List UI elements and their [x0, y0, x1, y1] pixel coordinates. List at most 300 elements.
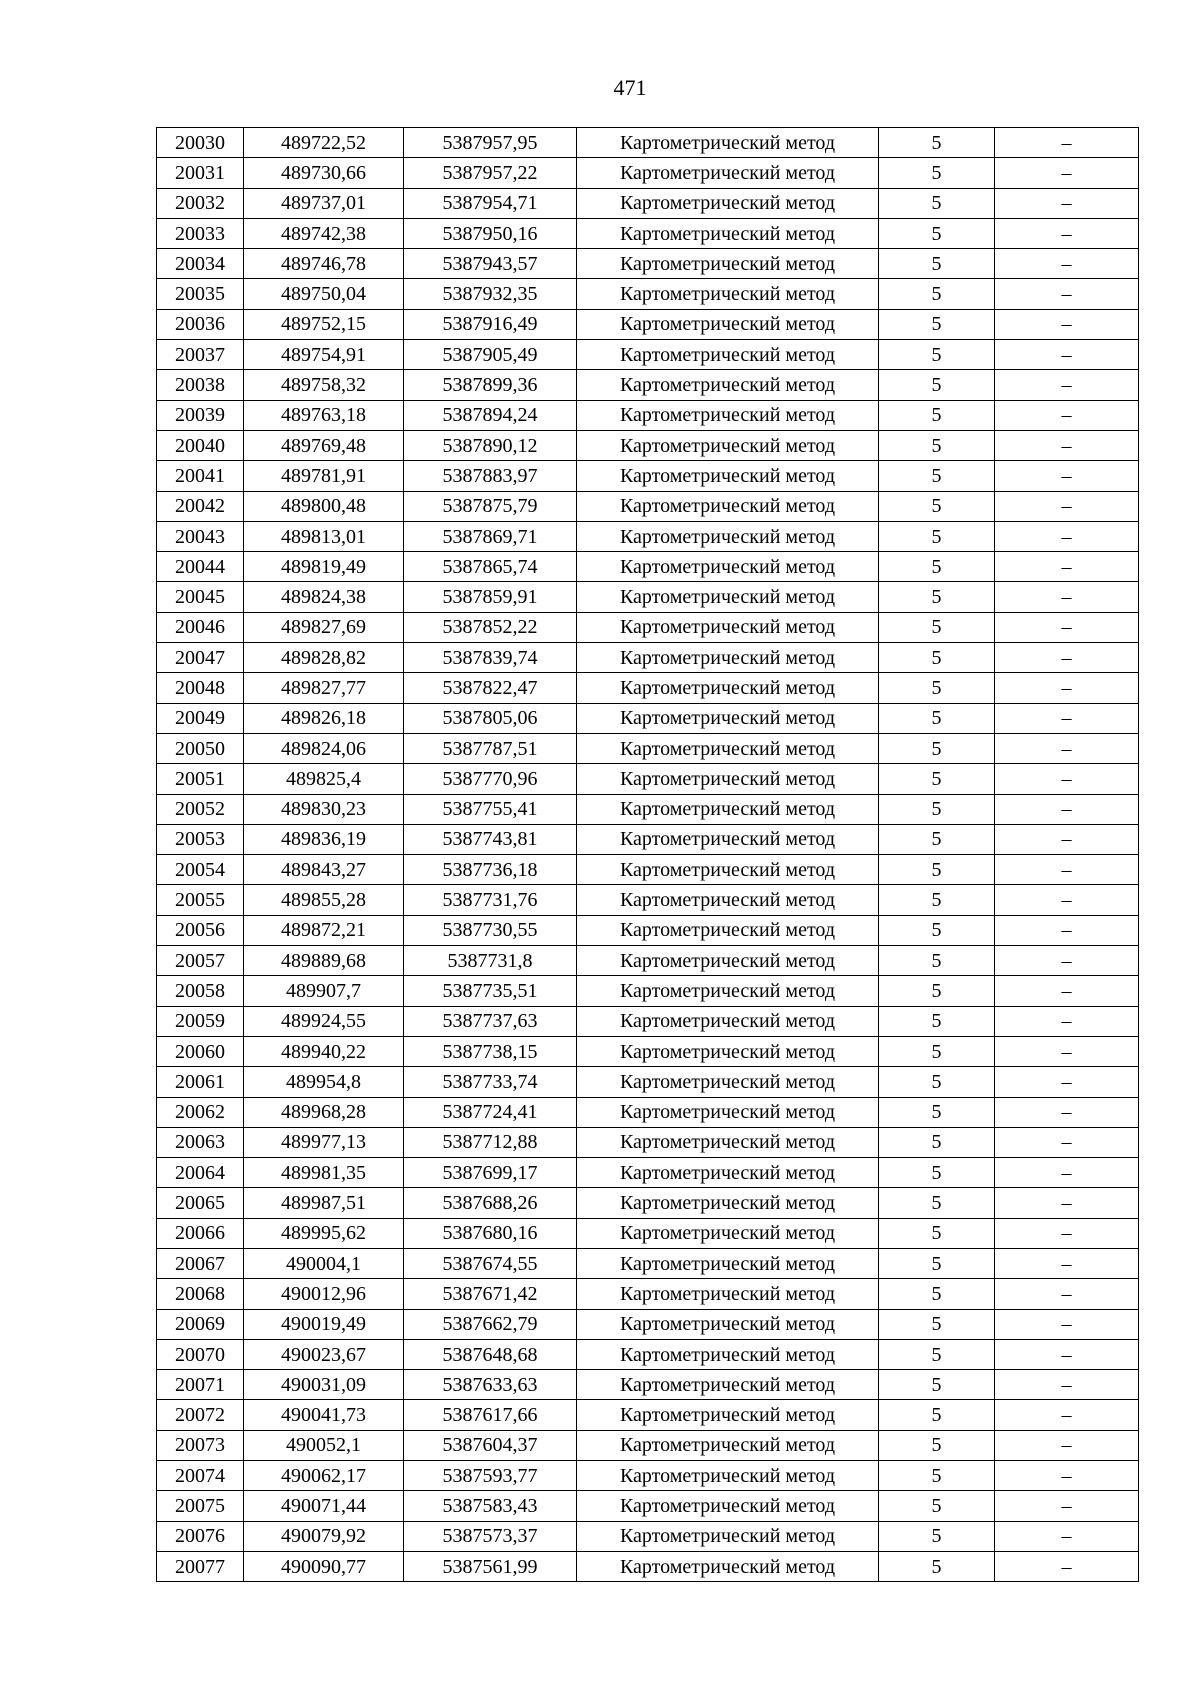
- point-number-cell: 20047: [157, 643, 244, 673]
- point-number-cell: 20037: [157, 340, 244, 370]
- x-coordinate-cell: 490062,17: [244, 1461, 404, 1491]
- accuracy-cell: 5: [879, 1097, 995, 1127]
- accuracy-cell: 5: [879, 1521, 995, 1551]
- method-cell: Картометрический метод: [577, 855, 879, 885]
- method-cell: Картометрический метод: [577, 976, 879, 1006]
- x-coordinate-cell: 489855,28: [244, 885, 404, 915]
- y-coordinate-cell: 5387674,55: [404, 1248, 577, 1278]
- point-number-cell: 20053: [157, 824, 244, 854]
- y-coordinate-cell: 5387894,24: [404, 400, 577, 430]
- description-cell: –: [995, 855, 1139, 885]
- coordinates-table-body: [157, 128, 1139, 1582]
- accuracy-cell: 5: [879, 673, 995, 703]
- table-row: [157, 1521, 1139, 1551]
- y-coordinate-cell: 5387633,63: [404, 1370, 577, 1400]
- method-cell: Картометрический метод: [577, 1158, 879, 1188]
- accuracy-cell: 5: [879, 1309, 995, 1339]
- x-coordinate-cell: 489824,38: [244, 582, 404, 612]
- method-cell: Картометрический метод: [577, 1279, 879, 1309]
- table-row: [157, 733, 1139, 763]
- accuracy-cell: 5: [879, 1551, 995, 1581]
- point-number-cell: 20031: [157, 158, 244, 188]
- point-number-cell: 20065: [157, 1188, 244, 1218]
- table-row: [157, 1036, 1139, 1066]
- description-cell: –: [995, 1036, 1139, 1066]
- table-row: [157, 1006, 1139, 1036]
- description-cell: –: [995, 491, 1139, 521]
- point-number-cell: 20072: [157, 1400, 244, 1430]
- x-coordinate-cell: 490041,73: [244, 1400, 404, 1430]
- point-number-cell: 20036: [157, 309, 244, 339]
- point-number-cell: 20048: [157, 673, 244, 703]
- table-row: [157, 400, 1139, 430]
- x-coordinate-cell: 490004,1: [244, 1248, 404, 1278]
- method-cell: Картометрический метод: [577, 1248, 879, 1278]
- x-coordinate-cell: 489825,4: [244, 764, 404, 794]
- table-row: [157, 1491, 1139, 1521]
- method-cell: Картометрический метод: [577, 612, 879, 642]
- table-row: [157, 976, 1139, 1006]
- point-number-cell: 20074: [157, 1461, 244, 1491]
- x-coordinate-cell: 489995,62: [244, 1218, 404, 1248]
- accuracy-cell: 5: [879, 946, 995, 976]
- x-coordinate-cell: 489907,7: [244, 976, 404, 1006]
- accuracy-cell: 5: [879, 1006, 995, 1036]
- point-number-cell: 20057: [157, 946, 244, 976]
- x-coordinate-cell: 489824,06: [244, 733, 404, 763]
- method-cell: Картометрический метод: [577, 1551, 879, 1581]
- table-row: [157, 1188, 1139, 1218]
- description-cell: –: [995, 218, 1139, 248]
- accuracy-cell: 5: [879, 1188, 995, 1218]
- accuracy-cell: 5: [879, 1127, 995, 1157]
- accuracy-cell: 5: [879, 1248, 995, 1278]
- x-coordinate-cell: 489872,21: [244, 915, 404, 945]
- accuracy-cell: 5: [879, 764, 995, 794]
- x-coordinate-cell: 489968,28: [244, 1097, 404, 1127]
- point-number-cell: 20061: [157, 1067, 244, 1097]
- description-cell: –: [995, 1521, 1139, 1551]
- description-cell: –: [995, 1370, 1139, 1400]
- x-coordinate-cell: 489742,38: [244, 218, 404, 248]
- table-row: [157, 461, 1139, 491]
- table-row: [157, 340, 1139, 370]
- accuracy-cell: 5: [879, 1370, 995, 1400]
- accuracy-cell: 5: [879, 885, 995, 915]
- description-cell: –: [995, 158, 1139, 188]
- method-cell: Картометрический метод: [577, 400, 879, 430]
- table-row: [157, 1400, 1139, 1430]
- table-row: [157, 612, 1139, 642]
- point-number-cell: 20044: [157, 552, 244, 582]
- x-coordinate-cell: 490090,77: [244, 1551, 404, 1581]
- point-number-cell: 20040: [157, 430, 244, 460]
- y-coordinate-cell: 5387890,12: [404, 430, 577, 460]
- table-row: [157, 370, 1139, 400]
- description-cell: –: [995, 461, 1139, 491]
- table-row: [157, 824, 1139, 854]
- table-row: [157, 1218, 1139, 1248]
- x-coordinate-cell: 489977,13: [244, 1127, 404, 1157]
- accuracy-cell: 5: [879, 1430, 995, 1460]
- point-number-cell: 20043: [157, 521, 244, 551]
- point-number-cell: 20050: [157, 733, 244, 763]
- accuracy-cell: 5: [879, 855, 995, 885]
- method-cell: Картометрический метод: [577, 1400, 879, 1430]
- y-coordinate-cell: 5387899,36: [404, 370, 577, 400]
- method-cell: Картометрический метод: [577, 370, 879, 400]
- point-number-cell: 20045: [157, 582, 244, 612]
- x-coordinate-cell: 489754,91: [244, 340, 404, 370]
- description-cell: –: [995, 1551, 1139, 1581]
- accuracy-cell: 5: [879, 400, 995, 430]
- table-row: [157, 158, 1139, 188]
- table-row: [157, 794, 1139, 824]
- table-row: [157, 1551, 1139, 1581]
- x-coordinate-cell: 490012,96: [244, 1279, 404, 1309]
- method-cell: Картометрический метод: [577, 552, 879, 582]
- point-number-cell: 20063: [157, 1127, 244, 1157]
- accuracy-cell: 5: [879, 188, 995, 218]
- point-number-cell: 20035: [157, 279, 244, 309]
- description-cell: –: [995, 1006, 1139, 1036]
- method-cell: Картометрический метод: [577, 188, 879, 218]
- y-coordinate-cell: 5387680,16: [404, 1218, 577, 1248]
- point-number-cell: 20033: [157, 218, 244, 248]
- table-row: [157, 1067, 1139, 1097]
- y-coordinate-cell: 5387770,96: [404, 764, 577, 794]
- description-cell: –: [995, 1400, 1139, 1430]
- x-coordinate-cell: 490079,92: [244, 1521, 404, 1551]
- accuracy-cell: 5: [879, 1461, 995, 1491]
- description-cell: –: [995, 885, 1139, 915]
- point-number-cell: 20058: [157, 976, 244, 1006]
- table-row: [157, 1309, 1139, 1339]
- y-coordinate-cell: 5387736,18: [404, 855, 577, 885]
- y-coordinate-cell: 5387805,06: [404, 703, 577, 733]
- method-cell: Картометрический метод: [577, 794, 879, 824]
- point-number-cell: 20067: [157, 1248, 244, 1278]
- method-cell: Картометрический метод: [577, 249, 879, 279]
- y-coordinate-cell: 5387731,76: [404, 885, 577, 915]
- accuracy-cell: 5: [879, 1491, 995, 1521]
- x-coordinate-cell: 489722,52: [244, 128, 404, 158]
- table-row: [157, 764, 1139, 794]
- method-cell: Картометрический метод: [577, 218, 879, 248]
- table-row: [157, 582, 1139, 612]
- method-cell: Картометрический метод: [577, 1006, 879, 1036]
- method-cell: Картометрический метод: [577, 279, 879, 309]
- point-number-cell: 20060: [157, 1036, 244, 1066]
- point-number-cell: 20051: [157, 764, 244, 794]
- accuracy-cell: 5: [879, 309, 995, 339]
- table-row: [157, 279, 1139, 309]
- description-cell: –: [995, 946, 1139, 976]
- accuracy-cell: 5: [879, 491, 995, 521]
- x-coordinate-cell: 489836,19: [244, 824, 404, 854]
- accuracy-cell: 5: [879, 370, 995, 400]
- y-coordinate-cell: 5387733,74: [404, 1067, 577, 1097]
- point-number-cell: 20056: [157, 915, 244, 945]
- method-cell: Картометрический метод: [577, 309, 879, 339]
- y-coordinate-cell: 5387688,26: [404, 1188, 577, 1218]
- page-number: 471: [613, 75, 647, 100]
- point-number-cell: 20068: [157, 1279, 244, 1309]
- table-row: [157, 1430, 1139, 1460]
- x-coordinate-cell: 490052,1: [244, 1430, 404, 1460]
- table-row: [157, 915, 1139, 945]
- description-cell: –: [995, 1461, 1139, 1491]
- description-cell: –: [995, 703, 1139, 733]
- accuracy-cell: 5: [879, 643, 995, 673]
- y-coordinate-cell: 5387787,51: [404, 733, 577, 763]
- description-cell: –: [995, 1127, 1139, 1157]
- description-cell: –: [995, 643, 1139, 673]
- method-cell: Картометрический метод: [577, 521, 879, 551]
- point-number-cell: 20030: [157, 128, 244, 158]
- description-cell: –: [995, 370, 1139, 400]
- accuracy-cell: 5: [879, 612, 995, 642]
- x-coordinate-cell: 489813,01: [244, 521, 404, 551]
- x-coordinate-cell: 489826,18: [244, 703, 404, 733]
- x-coordinate-cell: 489830,23: [244, 794, 404, 824]
- table-row: [157, 218, 1139, 248]
- description-cell: –: [995, 1158, 1139, 1188]
- table-row: [157, 885, 1139, 915]
- y-coordinate-cell: 5387699,17: [404, 1158, 577, 1188]
- description-cell: –: [995, 824, 1139, 854]
- accuracy-cell: 5: [879, 1279, 995, 1309]
- method-cell: Картометрический метод: [577, 1521, 879, 1551]
- y-coordinate-cell: 5387712,88: [404, 1127, 577, 1157]
- table-row: [157, 128, 1139, 158]
- table-row: [157, 430, 1139, 460]
- table-row: [157, 1127, 1139, 1157]
- description-cell: –: [995, 188, 1139, 218]
- x-coordinate-cell: 489843,27: [244, 855, 404, 885]
- y-coordinate-cell: 5387593,77: [404, 1461, 577, 1491]
- y-coordinate-cell: 5387648,68: [404, 1339, 577, 1369]
- accuracy-cell: 5: [879, 1158, 995, 1188]
- x-coordinate-cell: 489981,35: [244, 1158, 404, 1188]
- table-row: [157, 643, 1139, 673]
- accuracy-cell: 5: [879, 521, 995, 551]
- description-cell: –: [995, 430, 1139, 460]
- description-cell: –: [995, 794, 1139, 824]
- description-cell: –: [995, 1188, 1139, 1218]
- y-coordinate-cell: 5387730,55: [404, 915, 577, 945]
- point-number-cell: 20041: [157, 461, 244, 491]
- x-coordinate-cell: 489819,49: [244, 552, 404, 582]
- accuracy-cell: 5: [879, 976, 995, 1006]
- y-coordinate-cell: 5387905,49: [404, 340, 577, 370]
- table-row: [157, 552, 1139, 582]
- point-number-cell: 20038: [157, 370, 244, 400]
- y-coordinate-cell: 5387822,47: [404, 673, 577, 703]
- y-coordinate-cell: 5387735,51: [404, 976, 577, 1006]
- x-coordinate-cell: 489781,91: [244, 461, 404, 491]
- x-coordinate-cell: 489752,15: [244, 309, 404, 339]
- y-coordinate-cell: 5387738,15: [404, 1036, 577, 1066]
- y-coordinate-cell: 5387604,37: [404, 1430, 577, 1460]
- y-coordinate-cell: 5387957,22: [404, 158, 577, 188]
- method-cell: Картометрический метод: [577, 1339, 879, 1369]
- point-number-cell: 20046: [157, 612, 244, 642]
- accuracy-cell: 5: [879, 279, 995, 309]
- y-coordinate-cell: 5387755,41: [404, 794, 577, 824]
- x-coordinate-cell: 489954,8: [244, 1067, 404, 1097]
- accuracy-cell: 5: [879, 552, 995, 582]
- description-cell: –: [995, 279, 1139, 309]
- y-coordinate-cell: 5387573,37: [404, 1521, 577, 1551]
- table-row: [157, 855, 1139, 885]
- description-cell: –: [995, 1430, 1139, 1460]
- y-coordinate-cell: 5387954,71: [404, 188, 577, 218]
- description-cell: –: [995, 1218, 1139, 1248]
- point-number-cell: 20071: [157, 1370, 244, 1400]
- description-cell: –: [995, 915, 1139, 945]
- point-number-cell: 20062: [157, 1097, 244, 1127]
- method-cell: Картометрический метод: [577, 885, 879, 915]
- x-coordinate-cell: 490023,67: [244, 1339, 404, 1369]
- method-cell: Картометрический метод: [577, 946, 879, 976]
- x-coordinate-cell: 490071,44: [244, 1491, 404, 1521]
- accuracy-cell: 5: [879, 128, 995, 158]
- y-coordinate-cell: 5387731,8: [404, 946, 577, 976]
- accuracy-cell: 5: [879, 249, 995, 279]
- table-row: [157, 1097, 1139, 1127]
- x-coordinate-cell: 489827,69: [244, 612, 404, 642]
- description-cell: –: [995, 128, 1139, 158]
- point-number-cell: 20064: [157, 1158, 244, 1188]
- table-row: [157, 249, 1139, 279]
- accuracy-cell: 5: [879, 461, 995, 491]
- accuracy-cell: 5: [879, 824, 995, 854]
- point-number-cell: 20054: [157, 855, 244, 885]
- method-cell: Картометрический метод: [577, 1461, 879, 1491]
- description-cell: –: [995, 340, 1139, 370]
- method-cell: Картометрический метод: [577, 824, 879, 854]
- y-coordinate-cell: 5387916,49: [404, 309, 577, 339]
- y-coordinate-cell: 5387883,97: [404, 461, 577, 491]
- description-cell: –: [995, 400, 1139, 430]
- point-number-cell: 20076: [157, 1521, 244, 1551]
- accuracy-cell: 5: [879, 1036, 995, 1066]
- method-cell: Картометрический метод: [577, 764, 879, 794]
- description-cell: –: [995, 1097, 1139, 1127]
- x-coordinate-cell: 489924,55: [244, 1006, 404, 1036]
- y-coordinate-cell: 5387859,91: [404, 582, 577, 612]
- x-coordinate-cell: 489746,78: [244, 249, 404, 279]
- table-row: [157, 1461, 1139, 1491]
- table-row: [157, 1279, 1139, 1309]
- x-coordinate-cell: 490019,49: [244, 1309, 404, 1339]
- x-coordinate-cell: 489800,48: [244, 491, 404, 521]
- y-coordinate-cell: 5387662,79: [404, 1309, 577, 1339]
- description-cell: –: [995, 1279, 1139, 1309]
- point-number-cell: 20049: [157, 703, 244, 733]
- method-cell: Картометрический метод: [577, 733, 879, 763]
- method-cell: Картометрический метод: [577, 491, 879, 521]
- accuracy-cell: 5: [879, 794, 995, 824]
- method-cell: Картометрический метод: [577, 1036, 879, 1066]
- method-cell: Картометрический метод: [577, 1127, 879, 1157]
- x-coordinate-cell: 489987,51: [244, 1188, 404, 1218]
- description-cell: –: [995, 1248, 1139, 1278]
- accuracy-cell: 5: [879, 218, 995, 248]
- method-cell: Картометрический метод: [577, 158, 879, 188]
- table-row: [157, 673, 1139, 703]
- description-cell: –: [995, 1309, 1139, 1339]
- y-coordinate-cell: 5387743,81: [404, 824, 577, 854]
- point-number-cell: 20077: [157, 1551, 244, 1581]
- description-cell: –: [995, 764, 1139, 794]
- point-number-cell: 20034: [157, 249, 244, 279]
- method-cell: Картометрический метод: [577, 1430, 879, 1460]
- x-coordinate-cell: 489827,77: [244, 673, 404, 703]
- method-cell: Картометрический метод: [577, 915, 879, 945]
- table-row: [157, 946, 1139, 976]
- description-cell: –: [995, 552, 1139, 582]
- method-cell: Картометрический метод: [577, 1370, 879, 1400]
- y-coordinate-cell: 5387869,71: [404, 521, 577, 551]
- description-cell: –: [995, 612, 1139, 642]
- accuracy-cell: 5: [879, 915, 995, 945]
- method-cell: Картометрический метод: [577, 1097, 879, 1127]
- table-row: [157, 1339, 1139, 1369]
- point-number-cell: 20070: [157, 1339, 244, 1369]
- table-row: [157, 188, 1139, 218]
- accuracy-cell: 5: [879, 1339, 995, 1369]
- y-coordinate-cell: 5387839,74: [404, 643, 577, 673]
- x-coordinate-cell: 489763,18: [244, 400, 404, 430]
- description-cell: –: [995, 1339, 1139, 1369]
- point-number-cell: 20059: [157, 1006, 244, 1036]
- y-coordinate-cell: 5387852,22: [404, 612, 577, 642]
- x-coordinate-cell: 489769,48: [244, 430, 404, 460]
- point-number-cell: 20055: [157, 885, 244, 915]
- method-cell: Картометрический метод: [577, 1218, 879, 1248]
- method-cell: Картометрический метод: [577, 1309, 879, 1339]
- method-cell: Картометрический метод: [577, 703, 879, 733]
- table-row: [157, 1248, 1139, 1278]
- x-coordinate-cell: 489758,32: [244, 370, 404, 400]
- accuracy-cell: 5: [879, 582, 995, 612]
- y-coordinate-cell: 5387583,43: [404, 1491, 577, 1521]
- point-number-cell: 20032: [157, 188, 244, 218]
- method-cell: Картометрический метод: [577, 430, 879, 460]
- point-number-cell: 20075: [157, 1491, 244, 1521]
- x-coordinate-cell: 489889,68: [244, 946, 404, 976]
- table-row: [157, 703, 1139, 733]
- x-coordinate-cell: 489730,66: [244, 158, 404, 188]
- method-cell: Картометрический метод: [577, 673, 879, 703]
- x-coordinate-cell: 489828,82: [244, 643, 404, 673]
- accuracy-cell: 5: [879, 703, 995, 733]
- accuracy-cell: 5: [879, 1067, 995, 1097]
- table-row: [157, 309, 1139, 339]
- y-coordinate-cell: 5387737,63: [404, 1006, 577, 1036]
- x-coordinate-cell: 489750,04: [244, 279, 404, 309]
- description-cell: –: [995, 1067, 1139, 1097]
- description-cell: –: [995, 733, 1139, 763]
- y-coordinate-cell: 5387865,74: [404, 552, 577, 582]
- accuracy-cell: 5: [879, 1218, 995, 1248]
- y-coordinate-cell: 5387561,99: [404, 1551, 577, 1581]
- method-cell: Картометрический метод: [577, 582, 879, 612]
- description-cell: –: [995, 582, 1139, 612]
- table-row: [157, 1370, 1139, 1400]
